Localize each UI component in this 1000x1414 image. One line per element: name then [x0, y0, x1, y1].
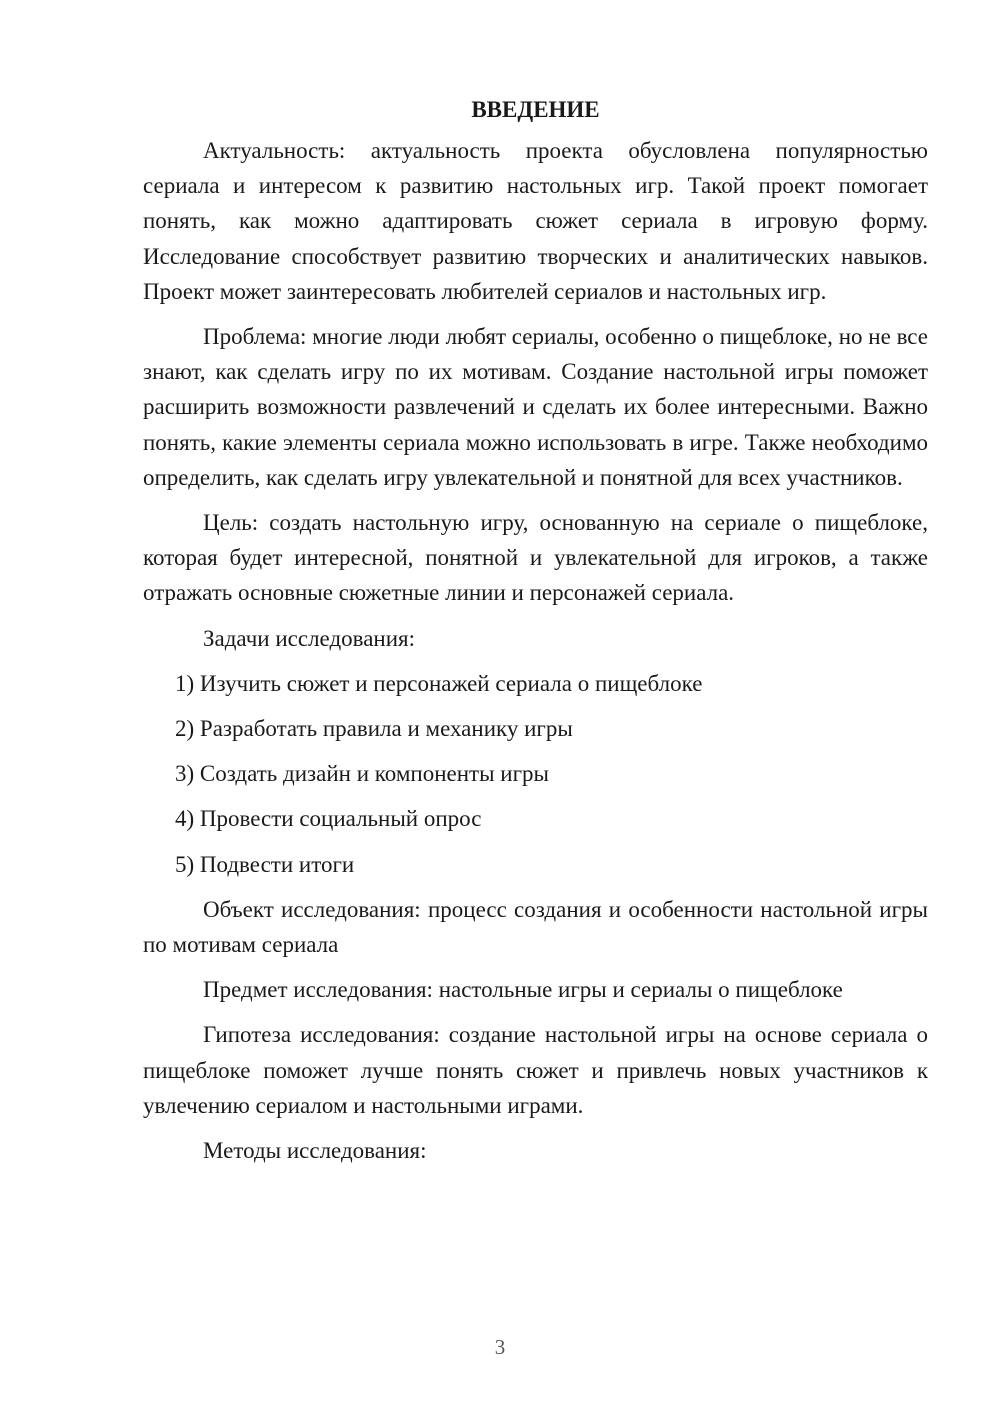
list-item: 4) Провести социальный опрос	[175, 806, 482, 832]
page-number: 3	[494, 1335, 506, 1359]
paragraph-goal: Цель: создать настольную игру, основанную на сериале о пищеблоке, которая будет интересной, понятной и увлекательной для игроков, а также отражать основные сюжетные линии и персонажей сериала.	[143, 510, 928, 606]
paragraph-hypothesis: Гипотеза исследования: создание настольной игры на основе сериала о пищеблоке поможет лучше понять сюжет и привлечь новых участников к увлечению сериалом и настольными играми.	[143, 1022, 928, 1118]
list-item: 1) Изучить сюжет и персонажей сериала о пищеблоке	[175, 670, 703, 696]
section-title: ВВЕДЕНИЕ	[471, 97, 600, 122]
list-item: 5) Подвести итоги	[175, 851, 355, 877]
paragraph-subject: Предмет исследования: настольные игры и сериалы о пищеблоке	[203, 977, 843, 1003]
tasks-list	[143, 666, 928, 882]
paragraph-object: Объект исследования: процесс создания и особенности настольной игры по мотивам сериала	[143, 896, 928, 958]
paragraph-methods-heading: Методы исследования:	[203, 1138, 427, 1164]
paragraph-problem: Проблема: многие люди любят сериалы, особенно о пищеблоке, но не все знают, как сделать игру по их мотивам. Создание настольной игры поможет расширить возможности развлечений и сделать их более интересными. Важно понять, какие элементы сериала можно использовать в игре. Также необходимо определить, как сделать игру увлекательной и понятной для всех участников.	[143, 324, 928, 490]
list-item: 3) Создать дизайн и компоненты игры	[175, 761, 549, 787]
list-item: 2) Разработать правила и механику игры	[175, 716, 573, 742]
paragraph-tasks-heading: Задачи исследования:	[203, 625, 416, 651]
page-content	[143, 92, 928, 1178]
paragraph-relevance: Актуальность: актуальность проекта обусловлена популярностью сериала и интересом к развитию настольных игр. Такой проект помогает понять, как можно адаптировать сюжет сериала в игровую форму. Исследование способствует развитию творческих и аналитических навыков. Проект может заинтересовать любителей сериалов и настольных игр.	[143, 138, 928, 304]
